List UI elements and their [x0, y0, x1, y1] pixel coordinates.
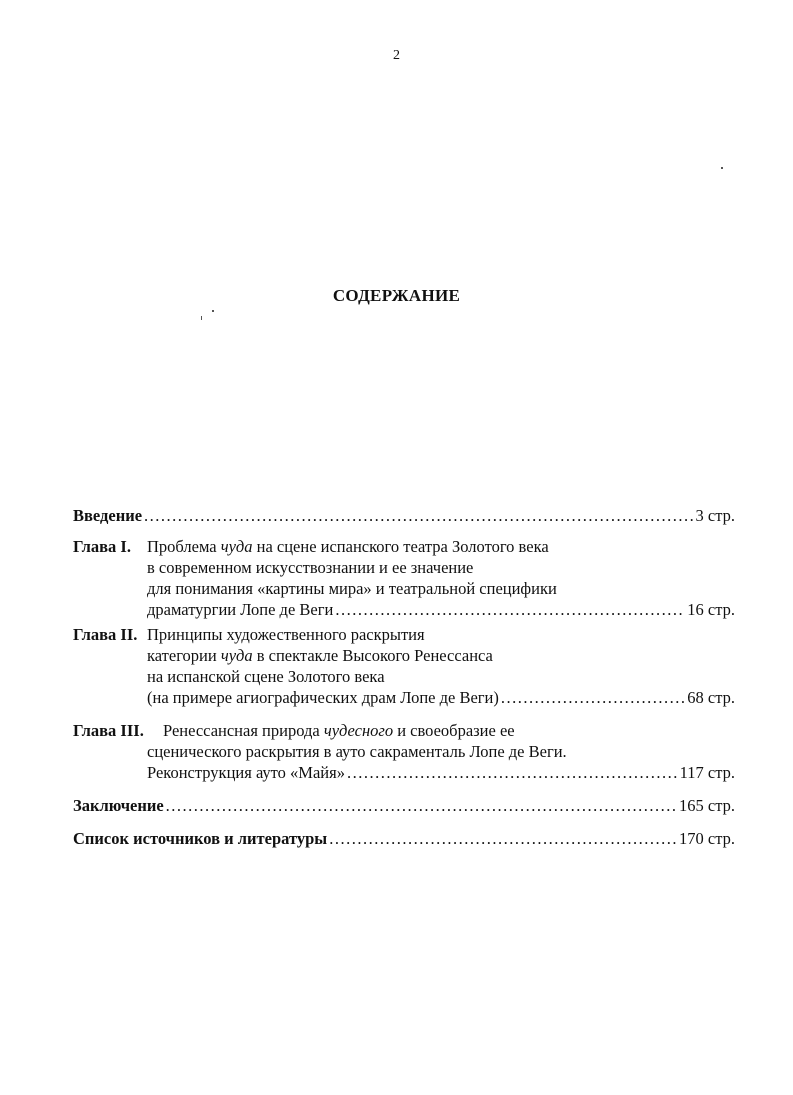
- leader-dots: [335, 599, 685, 620]
- toc-chapter1-line3: для понимания «картины мира» и театральной специфики: [147, 579, 557, 598]
- toc-chapter1-page: 16 стр.: [687, 600, 735, 619]
- toc-conclusion-label: Заключение: [73, 796, 164, 815]
- toc-chapter3-line3: Реконструкция ауто «Майя»: [147, 763, 345, 782]
- toc-entry-chapter1[interactable]: [73, 536, 735, 620]
- scan-speck: [721, 167, 723, 169]
- toc-chapter3-page: 117 стр.: [679, 763, 735, 782]
- table-of-contents: [73, 505, 735, 849]
- toc-chapter3-label: Глава III.: [73, 721, 144, 740]
- toc-chapter3-line2: сценического раскрытия в ауто сакраменталь Лопе де Веги.: [147, 742, 567, 761]
- toc-chapter2-line4: (на примере агиографических драм Лопе де Веги): [147, 688, 499, 707]
- toc-references-label: Список источников и литературы: [73, 829, 328, 848]
- toc-chapter3-line1: Ренессансная природа чудесного и своеобразие ее: [163, 721, 515, 740]
- toc-chapter1-line1: Проблема чуда на сцене испанского театра Золотого века: [147, 537, 549, 556]
- toc-chapter2-line2: категории чуда в спектакле Высокого Ренессанса: [147, 646, 493, 665]
- leader-dots: [501, 687, 685, 708]
- toc-chapter2-line3: на испанской сцене Золотого века: [147, 667, 385, 686]
- toc-entry-intro[interactable]: [73, 505, 735, 526]
- toc-chapter2-label: Глава II.: [73, 625, 138, 644]
- toc-entry-chapter3[interactable]: [73, 720, 735, 783]
- toc-intro-label: Введение: [73, 506, 143, 525]
- toc-entry-conclusion[interactable]: [73, 795, 735, 816]
- toc-chapter1-label: Глава I.: [73, 537, 131, 556]
- toc-conclusion-page: 165 стр.: [679, 796, 735, 815]
- toc-entry-chapter2[interactable]: [73, 624, 735, 708]
- toc-chapter1-line2: в современном искусствознании и ее значение: [147, 558, 474, 577]
- leader-dots: [347, 762, 678, 783]
- toc-entry-references[interactable]: [73, 828, 735, 849]
- leader-dots: [144, 505, 693, 526]
- toc-chapter2-page: 68 стр.: [687, 688, 735, 707]
- toc-references-page: 170 стр.: [679, 829, 735, 848]
- scan-speck: [201, 316, 202, 320]
- leader-dots: [166, 795, 677, 816]
- toc-title: СОДЕРЖАНИЕ: [332, 286, 461, 305]
- toc-intro-page: 3 стр.: [695, 506, 735, 525]
- page-number: 2: [393, 48, 400, 63]
- scan-speck: [212, 310, 214, 312]
- toc-chapter1-line4: драматургии Лопе де Веги: [147, 600, 334, 619]
- leader-dots: [329, 828, 677, 849]
- toc-chapter2-line1: Принципы художественного раскрытия: [147, 625, 425, 644]
